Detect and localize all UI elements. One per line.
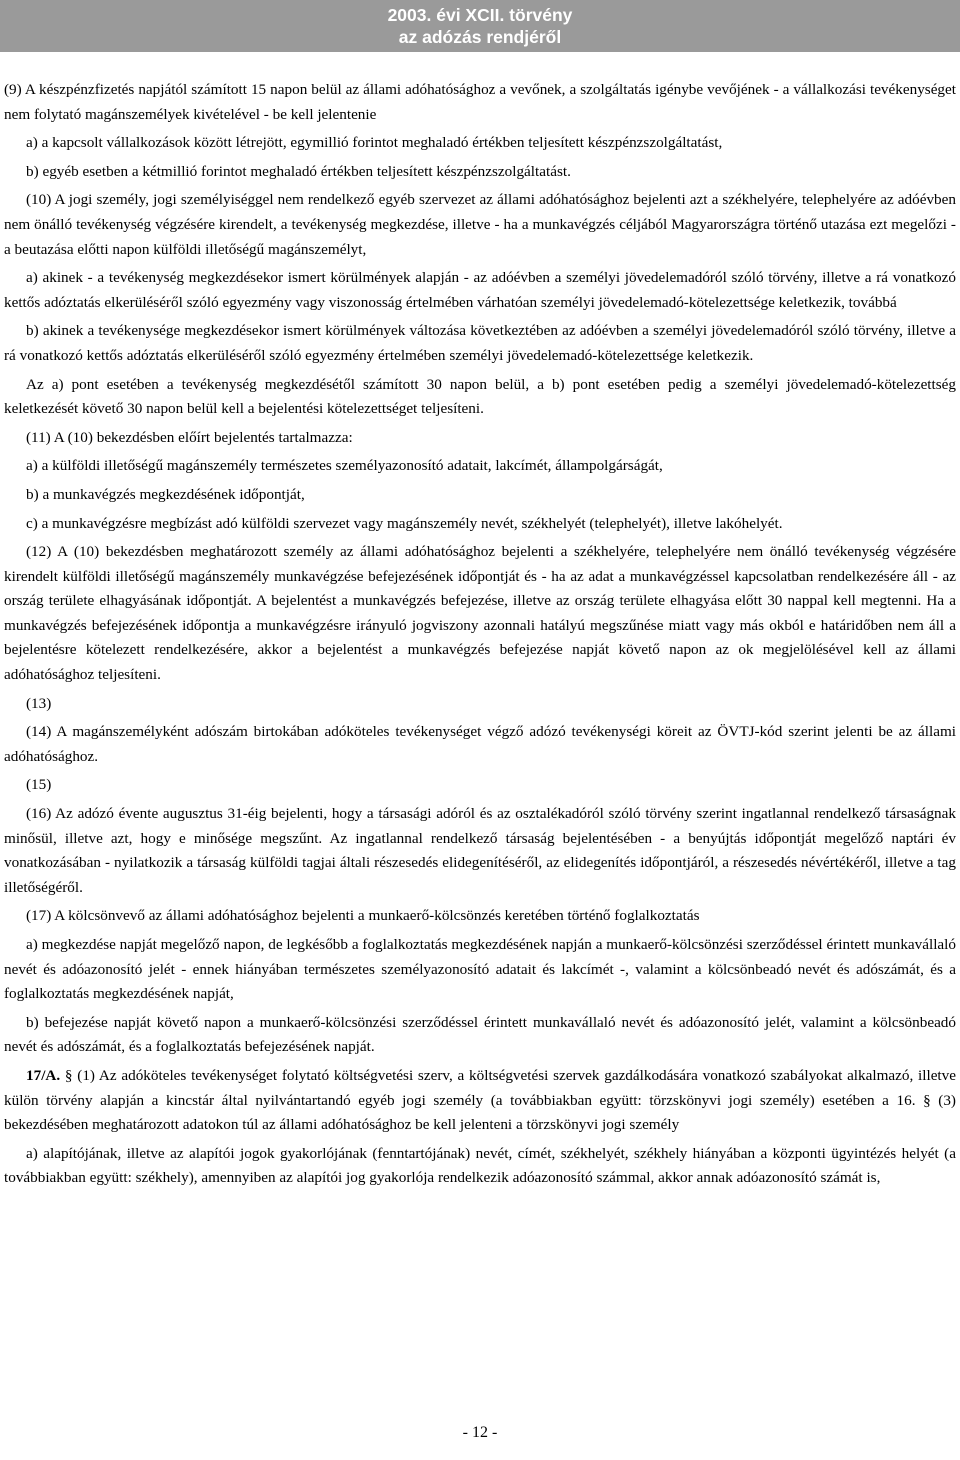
section-number: 17/A. xyxy=(26,1066,61,1084)
paragraph xyxy=(4,1011,956,1060)
document-body xyxy=(4,78,956,1195)
paragraph xyxy=(4,131,956,156)
paragraph xyxy=(4,1142,956,1191)
paragraph xyxy=(4,266,956,315)
paragraph xyxy=(4,540,956,688)
paragraph-text: (16) Az adózó évente augusztus 31-éig bejelenti, hogy a társasági adóról és az osztalékadóról szóló törvény szerint ingatlannal rendelkező társaságnak minősül, illetve azt, hogy e minősége megszűnt. Az ingatlannal rendelkező társaság bejelentésében - a benyújtás időpontját megelőző naptári év vonatkozásában - nyilatkozik a társaság külföldi tagjai általi részesedés elidegenítéséről, az elidegenítés időpontjáról, a részesedés névértékéről, illetve a tag illetőségéről. xyxy=(4,805,956,896)
paragraph xyxy=(4,78,956,127)
paragraph xyxy=(4,483,956,508)
paragraph-text: a) alapítójának, illetve az alapítói jogok gyakorlójának (fenntartójának) nevét, címét, székhelyét, székhely hiányában a központi ügyintézés helyét (a továbbiakban együtt: székhely), amennyiben az alapítói jog gyakorlója rendelkezik adóazonosító számmal, akkor annak adóazonosító számát is, xyxy=(4,1144,956,1187)
paragraph-text: (13) xyxy=(26,694,52,712)
paragraph-text: (11) A (10) bekezdésben előírt bejelentés tartalmazza: xyxy=(26,428,353,446)
paragraph xyxy=(4,1064,956,1138)
paragraph-text: (15) xyxy=(26,776,52,794)
paragraph-text: (10) A jogi személy, jogi személyiséggel nem rendelkező egyéb szervezet az állami adóhatósághoz bejelenti azt a székhelyére, telephelyére az adóévben nem önálló tevékenység végzésére kirendelt, a tevékenység megkezdése, illetve - ha a munkavégzés céljából Magyarországra történő utazása ezt megelőzi - a beutazása előtti napon külföldi illetőségű magánszemélyt, xyxy=(4,191,956,258)
paragraph xyxy=(4,933,956,1007)
paragraph-text: b) a munkavégzés megkezdésének időpontját, xyxy=(26,485,305,503)
paragraph-text: (12) A (10) bekezdésben meghatározott személy az állami adóhatósághoz bejelenti a székhelyére, telephelyére nem önálló tevékenység végzésére kirendelt külföldi illetőségű magánszemély munkavégzése befejezésének időpontját és - ha az adat a munkavégzéssel kapcsolatban rendelkezésére áll - az ország területe elhagyásának időpontját. A bejelentést a munkavégzés befejezése, illetve az ország területe elhagyása előtt 30 nappal kell megtenni. Ha a munkavégzés befejezésének időpontja a munkavégzésre irányuló jogviszony azonnali hatályú megszűnése miatt vagy más okból e határidőben nem áll a bejelentésre kötelezett rendelkezésére, akkor a bejelentést a munkavégzés befejezése napját követő napon az ok megjelölésével kell az állami adóhatósághoz teljesíteni. xyxy=(4,543,956,684)
paragraph-text: Az a) pont esetében a tevékenység megkezdésétől számított 30 napon belül, a b) pont esetében pedig a személyi jövedelemadó-kötelezettség keletkezését követő 30 napon belül kell a bejelentési kötelezettséget teljesíteni. xyxy=(4,375,956,418)
paragraph xyxy=(4,160,956,185)
paragraph-text: b) akinek a tevékenysége megkezdésekor ismert körülmények változása következtében az adóévben a személyi jövedelemadóról szóló törvény, illetve a rá vonatkozó kettős adóztatás elkerüléséről szóló egyezmény értelmében személyi jövedelemadó-kötelezettsége keletkezik. xyxy=(4,322,956,364)
law-subtitle: az adózás rendjéről xyxy=(398,27,562,47)
paragraph-text: § (1) Az adóköteles tevékenységet folytató költségvetési szerv, a költségvetési szervek gazdálkodására vonatkozó szabályokat alkalmazó, illetve külön törvény alapján a kincstár által nyilvántartandó egyéb jogi személy (a továbbiakban együtt: törzskönyvi jogi személy) esetében a 16. § (3) bekezdésében meghatározott adatokon túl az állami adóhatósághoz be kell jelenteni a törzskönyvi jogi személy xyxy=(4,1066,956,1134)
paragraph xyxy=(4,773,956,798)
paragraph xyxy=(4,692,956,717)
paragraph-text: a) a kapcsolt vállalkozások között létrejött, egymillió forintot meghaladó értékben teljesített készpénzszolgáltatást, xyxy=(26,134,723,152)
paragraph-text: b) befejezése napját követő napon a munkaerő-kölcsönzési szerződéssel érintett munkavállaló nevét és adóazonosító jelét, valamint a kölcsönbeadó nevét és adószámát, és a foglalkoztatás befejezésének napját. xyxy=(4,1013,956,1056)
document-header xyxy=(0,0,960,52)
paragraph xyxy=(4,904,956,929)
paragraph-text: b) egyéb esetben a kétmillió forintot meghaladó értékben teljesített készpénzszolgáltatást. xyxy=(26,162,571,180)
paragraph xyxy=(4,454,956,479)
paragraph xyxy=(4,319,956,368)
paragraph xyxy=(4,720,956,769)
paragraph-text: c) a munkavégzésre megbízást adó külföldi szervezet vagy magánszemély nevét, székhelyét (telephelyét), illetve lakóhelyét. xyxy=(26,514,783,532)
paragraph xyxy=(4,188,956,262)
paragraph-text: a) akinek - a tevékenység megkezdésekor ismert körülmények alapján - az adóévben a személyi jövedelemadóról szóló törvény, illetve a rá vonatkozó kettős adóztatás elkerüléséről szóló egyezmény vagy viszonosság értelmében várhatóan személyi jövedelemadó-kötelezettsége keletkezik, továbbá xyxy=(4,269,956,311)
paragraph-text: a) a külföldi illetőségű magánszemély természetes személyazonosító adatait, lakcímét, állampolgárságát, xyxy=(26,457,663,475)
paragraph-text: a) megkezdése napját megelőző napon, de legkésőbb a foglalkoztatás megkezdésének napján a munkaerő-kölcsönzési szerződéssel érintett munkavállaló nevét és adóazonosító jelét - ennek hiányában természetes személyazonosító adatait és lakcímét -, valamint a kölcsönbeadó nevét és adószámát, és a foglalkoztatás megkezdésének napját, xyxy=(4,936,956,1003)
paragraph xyxy=(4,512,956,537)
paragraph xyxy=(4,426,956,451)
page-number: - 12 - xyxy=(462,1424,498,1441)
paragraph-text: (14) A magánszemélyként adószám birtokában adóköteles tevékenységet végző adózó tevékenységi köreit az ÖVTJ-kód szerint jelenti be az állami adóhatósághoz. xyxy=(4,723,956,765)
paragraph-text: (9) A készpénzfizetés napjától számított 15 napon belül az állami adóhatósághoz a vevőnek, a szolgáltatás igénybe vevőjének - a vállalkozási tevékenységet nem folytató magánszemélyek kivételével - be kell jelentenie xyxy=(4,81,956,123)
paragraph-text: (17) A kölcsönvevő az állami adóhatósághoz bejelenti a munkaerő-kölcsönzés keretében történő foglalkoztatás xyxy=(26,907,700,925)
paragraph xyxy=(4,373,956,422)
law-title: 2003. évi XCII. törvény xyxy=(387,5,573,25)
paragraph xyxy=(4,802,956,900)
